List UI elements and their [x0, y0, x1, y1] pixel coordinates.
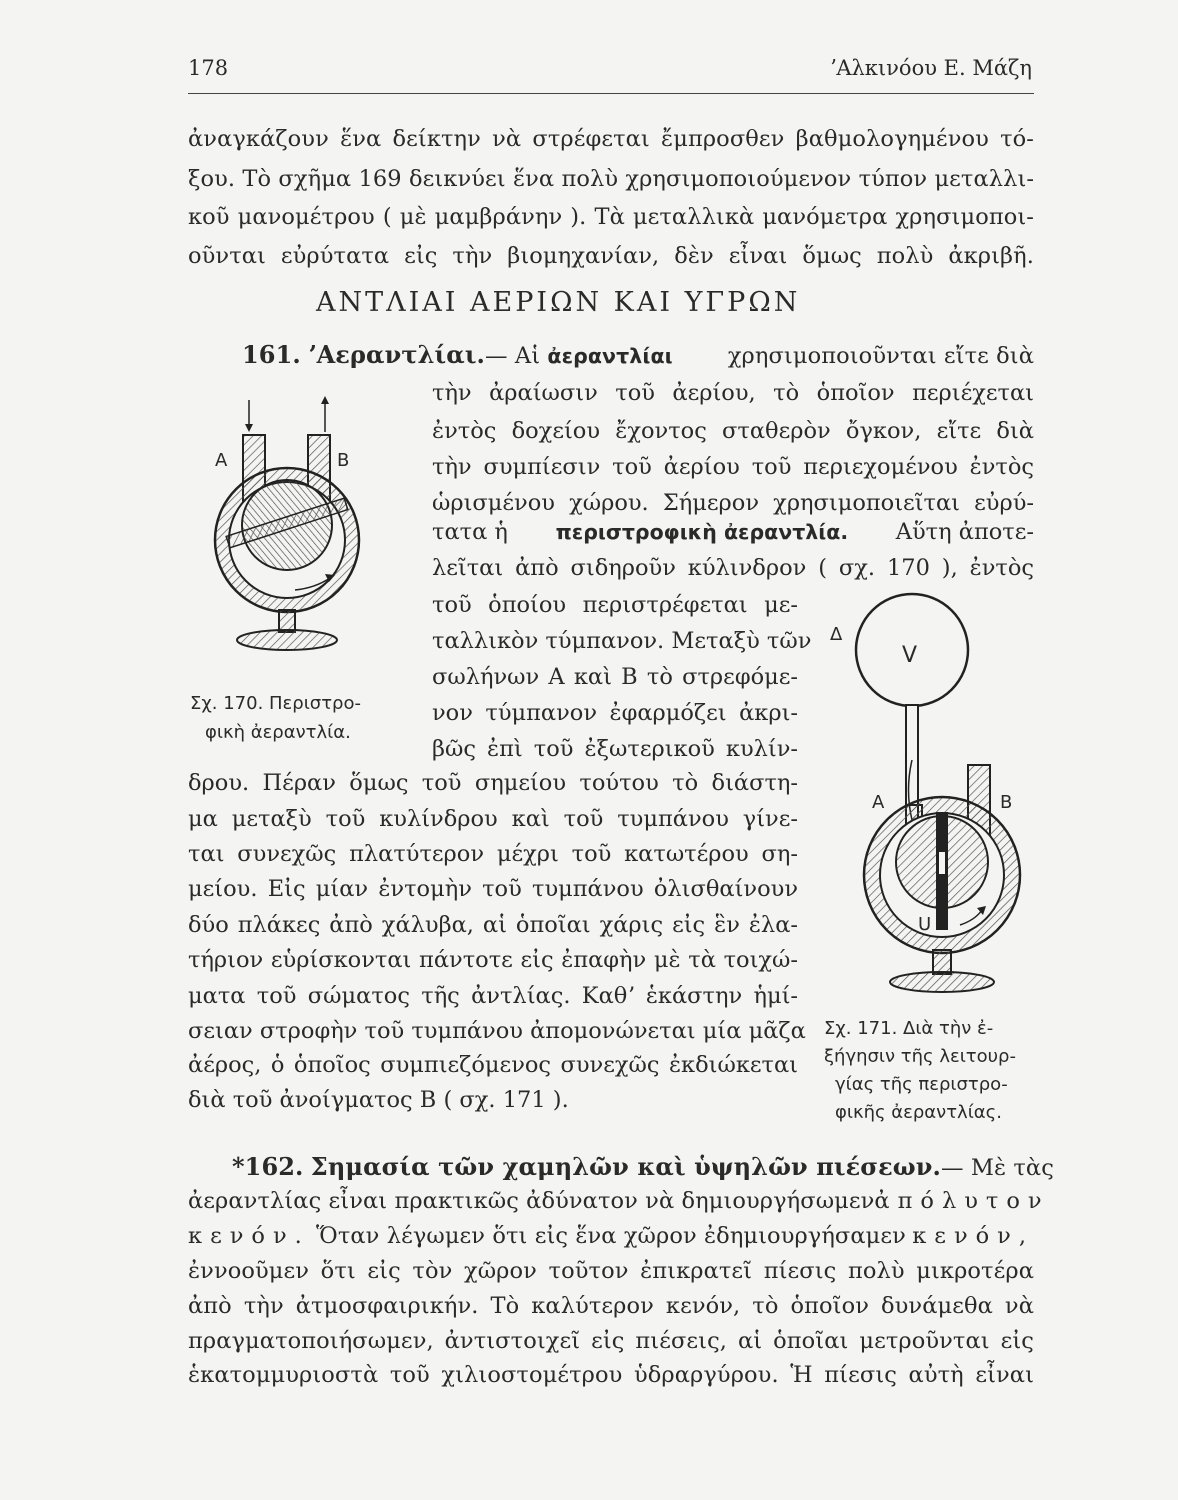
s162-line2-pre: ἀεραντλίας εἶναι πρακτικῶς ἀδύνατον νὰ δημιουργήσωμεν — [188, 1188, 875, 1214]
intro-line-4: οῦνται εὐρύτατα εἰς τὴν βιομηχανίαν, δὲν εἶναι ὅμως πολὺ ἀκριβῆ. — [188, 243, 1034, 269]
section-title: ΑΝΤΛΙΑΙ ΑΕΡΙΩΝ ΚΑΙ ΥΓΡΩΝ — [316, 287, 801, 318]
s162-first-rest: — Μὲ τὰς — [940, 1155, 1054, 1181]
s161-lower-10: διὰ τοῦ ἀνοίγματος Β ( σχ. 171 ). — [188, 1087, 569, 1113]
s161-narrow-2: ταλλικὸν τύμπανον. Μεταξὺ τῶν — [432, 628, 812, 654]
fig171-label-v: V — [902, 643, 918, 668]
fig171-caption-2: ξήγησιν τῆς λειτουρ- — [824, 1046, 1016, 1067]
s162-line-7: ἑκατομμυριοστὰ τοῦ χιλιοστομέτρου ὑδραργύρου. Ἡ πίεσις αὐτὴ εἶναι — [188, 1362, 1034, 1388]
s161-line-6 — [432, 519, 1034, 545]
s162-line-4: ἐννοοῦμεν ὅτι εἰς τὸν χῶρον τοῦτον ἐπικρατεῖ πίεσις πολὺ μικροτέρα — [188, 1258, 1034, 1284]
spring-171 — [939, 852, 945, 874]
fig171-caption-3: γίας τῆς περιστρο- — [835, 1074, 1008, 1095]
fig171-caption-1: Σχ. 171. Διὰ τὴν ἐ- — [824, 1018, 994, 1039]
s161-lower-3: ται συνεχῶς πλατύτερον μέχρι τοῦ κατωτέρου ση- — [188, 841, 798, 867]
figure-170 — [205, 390, 390, 690]
s161-line6-post: Αὕτη ἀποτε- — [895, 519, 1034, 545]
s162-number: *162. — [232, 1152, 304, 1181]
stand-base — [237, 630, 337, 650]
page-number: 178 — [188, 56, 229, 80]
s161-line-3: ἐντὸς δοχείου ἔχοντος σταθερὸν ὄγκον, εἴτε διὰ — [432, 418, 1034, 444]
fig170-caption-1: Σχ. 170. Περιστρο- — [190, 693, 361, 714]
s161-term: ἀεραντλίαι — [547, 344, 673, 368]
s161-line-5: ὡρισμένου χώρου. Σήμερον χρησιμοποιεῖται εὐρύ- — [432, 490, 1034, 516]
s162-line3-spaced2: κενόν, — [912, 1223, 1034, 1249]
s161-lower-7: ματα τοῦ σώματος τῆς ἀντλίας. Καθʼ ἑκάστην ἡμί- — [188, 983, 798, 1009]
fig171-label-u: U — [918, 914, 932, 935]
intro-line-1: ἀναγκάζουν ἕνα δείκτην νὰ στρέφεται ἔμπροσθεν βαθμολογημένου τό- — [188, 126, 1034, 152]
s161-line6-pre: τατα ἡ — [432, 519, 508, 545]
fig171-label-delta: Δ — [830, 624, 843, 645]
stand-neck — [279, 610, 295, 632]
fig170-caption-2: φικὴ ἀεραντλία. — [205, 722, 351, 743]
s161-line-4: τὴν συμπίεσιν τοῦ ἀερίου τοῦ περιεχομένου ἐντὸς — [432, 454, 1034, 480]
s162-line3-spaced: κενόν. — [188, 1223, 310, 1249]
fig171-label-b: B — [1000, 792, 1013, 813]
running-title: ʼΑλκινόου Ε. Μάζη — [829, 56, 1032, 80]
s161-line6-bold: περιστροφικὴ ἀεραντλία. — [555, 520, 849, 544]
s161-narrow-3: σωλήνων Α καὶ Β τὸ στρεφόμε- — [432, 664, 798, 690]
s161-narrow-4: νον τύμπανον ἐφαρμόζει ἀκρι- — [432, 700, 798, 726]
s161-lower-1: δρου. Πέραν ὅμως τοῦ σημείου τούτου τὸ διάστη- — [188, 770, 798, 796]
s161-line-7: λεῖται ἀπὸ σιδηροῦν κύλινδρον ( σχ. 170 ), ἐντὸς — [432, 555, 1034, 581]
s161-heading: ʼΑεραντλίαι. — [308, 340, 486, 369]
s161-lower-2: μα μεταξὺ τοῦ κυλίνδρου καὶ τοῦ τυμπάνου γίνε- — [188, 806, 798, 832]
s161-first-rest: χρησιμοποιοῦνται εἴτε διὰ — [727, 343, 1034, 369]
fig171-label-a: A — [872, 792, 885, 813]
s161-lower-9: ἀέρος, ὁ ὁποῖος συμπιεζόμενος συνεχῶς ἐκδιώκεται — [188, 1052, 798, 1078]
s161-lower-4: μείου. Εἰς μίαν ἐντομὴν τοῦ τυμπάνου ὀλισθαίνουν — [188, 876, 798, 902]
s162-heading: Σημασία τῶν χαμηλῶν καὶ ὑψηλῶν πιέσεων. — [310, 1152, 941, 1181]
s161-narrow-1: τοῦ ὁποίου περιστρέφεται με- — [432, 592, 798, 618]
s161-line-2: τὴν ἀραίωσιν τοῦ ἀερίου, τὸ ὁποῖον περιέχεται — [432, 380, 1034, 406]
s161-first-line — [242, 340, 1034, 369]
intro-line-3: κοῦ μανομέτρου ( μὲ μαμβράνην ). Τὰ μεταλλικὰ μανόμετρα χρησιμοποι- — [188, 204, 1034, 230]
s162-line-5: ἀπὸ τὴν ἀτμοσφαιρικήν. Τὸ καλύτερον κενόν, τὸ ὁποῖον δυνάμεθα νὰ — [188, 1293, 1034, 1319]
s162-line-3 — [188, 1223, 1034, 1249]
fig170-label-a: A — [215, 450, 228, 471]
s161-number: 161. — [242, 340, 301, 369]
s161-dash: — Αἱ — [485, 343, 541, 369]
intro-line-2: ξου. Τὸ σχῆμα 169 δεικνύει ἕνα πολὺ χρησιμοποιούμενον τύπον μεταλλι- — [188, 166, 1035, 192]
s161-narrow-5: βῶς ἐπὶ τοῦ ἐξωτερικοῦ κυλίν- — [432, 736, 798, 762]
figure-171 — [810, 590, 1035, 1010]
fig170-label-b: B — [337, 450, 350, 471]
s161-lower-5: δύο πλάκες ἀπὸ χάλυβα, αἱ ὁποῖαι χάρις εἰς ἓν ἐλα- — [188, 912, 798, 938]
s161-lower-6: τήριον εὑρίσκονται πάντοτε εἰς ἐπαφὴν μὲ τὰ τοιχώ- — [188, 947, 798, 973]
s161-lower-8: σειαν στροφὴν τοῦ τυμπάνου ἀπομονώνεται μία μᾶζα — [188, 1018, 806, 1044]
s162-first-line — [232, 1152, 1054, 1181]
s162-line-2 — [188, 1188, 1050, 1214]
s162-line2-spaced: ἀπόλυτον — [874, 1188, 1050, 1214]
stand-neck-171 — [933, 950, 951, 974]
arrow-in-head — [245, 424, 253, 432]
header-rule — [188, 93, 1034, 94]
fig171-caption-4: φικῆς ἀεραντλίας. — [835, 1102, 1002, 1123]
stand-base-171 — [890, 972, 994, 992]
s162-line3-mid: Ὅταν λέγωμεν ὅτι εἰς ἕνα χῶρον ἐδημιουργήσαμεν — [316, 1223, 906, 1249]
arrow-out-head — [321, 396, 329, 404]
s162-line-6: πραγματοποιήσωμεν, ἀντιστοιχεῖ εἰς πιέσεις, αἱ ὁποῖαι μετροῦνται εἰς — [188, 1328, 1034, 1354]
